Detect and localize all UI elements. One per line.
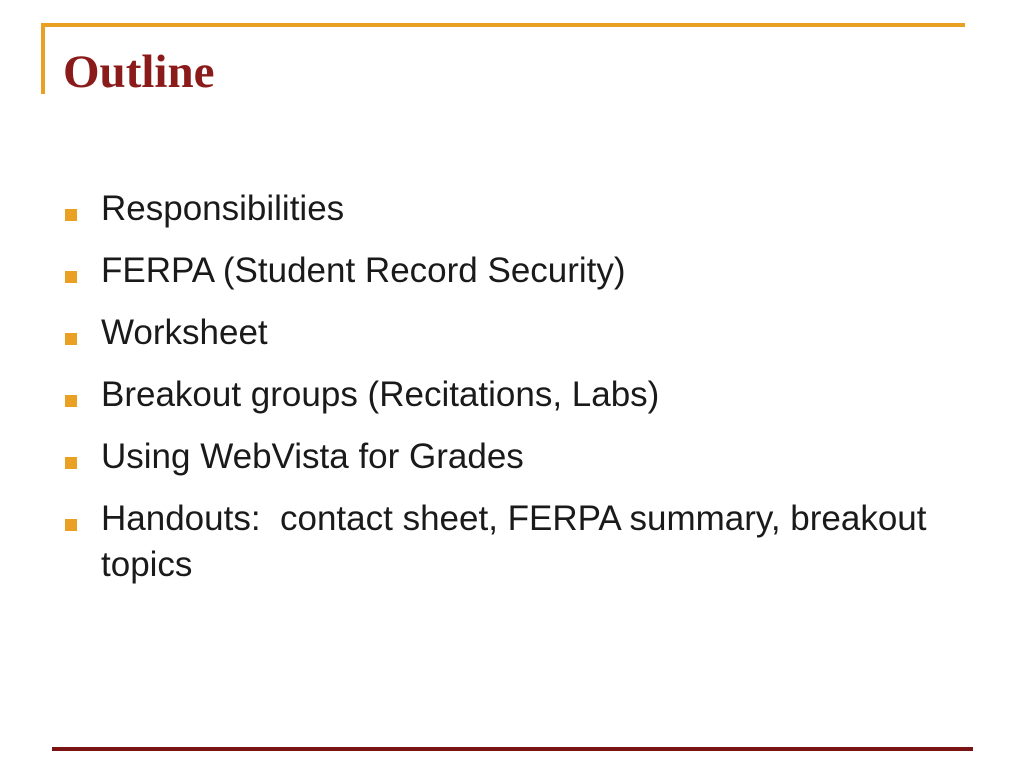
square-bullet-icon (65, 395, 77, 407)
bullet-item (63, 248, 963, 294)
square-bullet-icon (65, 333, 77, 345)
square-bullet-icon (65, 457, 77, 469)
bullet-list (63, 186, 963, 604)
bullet-item (63, 186, 963, 232)
bullet-item (63, 496, 963, 588)
bullet-item (63, 434, 963, 480)
bullet-text: FERPA (Student Record Security) (101, 251, 626, 290)
bullet-item (63, 372, 963, 418)
square-bullet-icon (65, 271, 77, 283)
frame-top-rule (41, 23, 965, 27)
square-bullet-icon (65, 519, 77, 531)
bullet-item (63, 310, 963, 356)
square-bullet-icon (65, 209, 77, 221)
bullet-text: Handouts: contact sheet, FERPA summary, breakout topics (101, 499, 937, 584)
bullet-text: Worksheet (101, 313, 268, 352)
slide-title: Outline (63, 46, 215, 98)
bullet-text: Responsibilities (101, 189, 345, 228)
footer-rule (52, 747, 973, 751)
frame-left-rule (41, 23, 45, 94)
bullet-text: Breakout groups (Recitations, Labs) (101, 375, 660, 414)
bullet-text: Using WebVista for Grades (101, 437, 524, 476)
